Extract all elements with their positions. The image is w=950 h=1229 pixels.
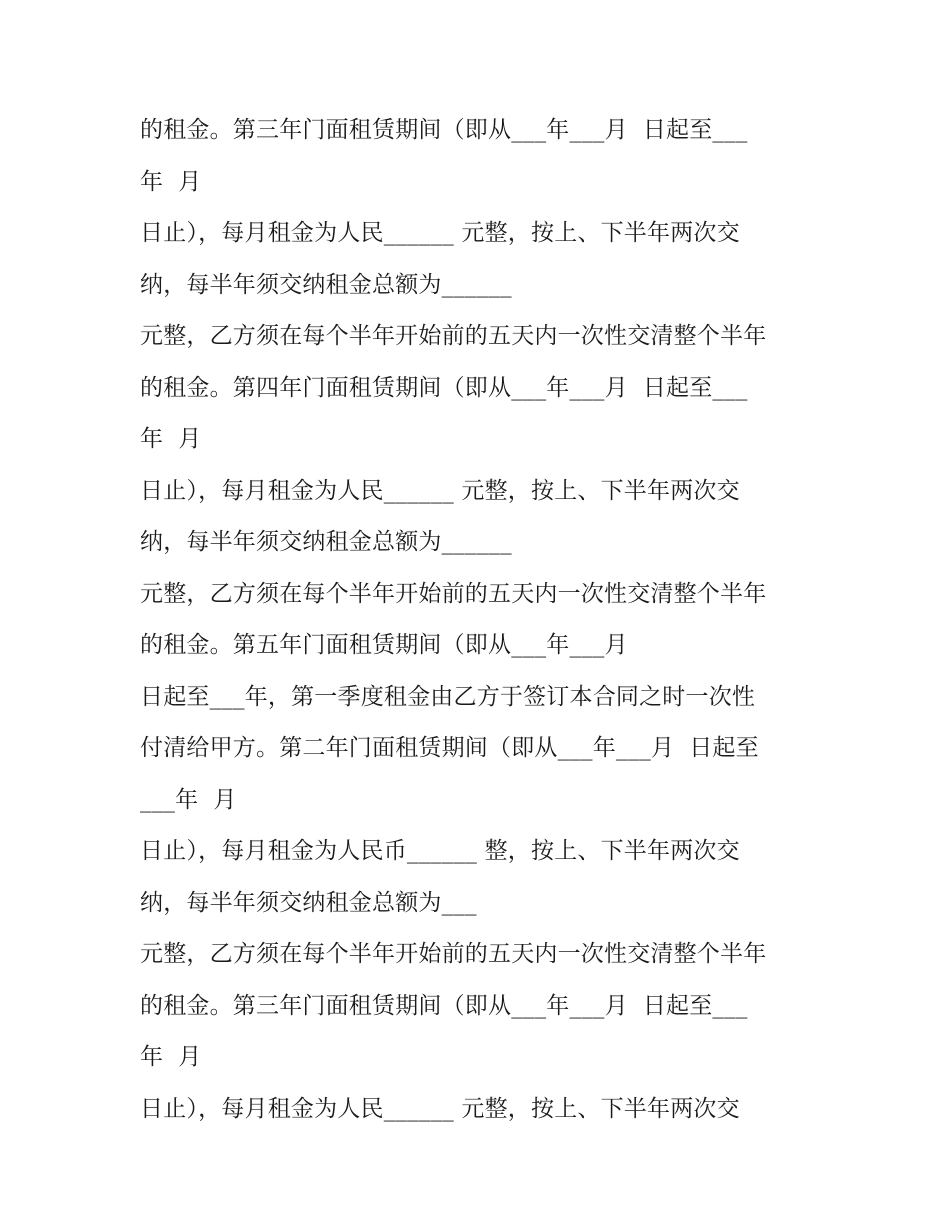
text-line-6: 的租金。第四年门面租赁期间（即从___年___月 日起至___	[140, 374, 748, 401]
text-line-17: 元整，乙方须在每个半年开始前的五天内一次性交清整个半年	[140, 941, 767, 967]
contract-text-block	[140, 105, 830, 1135]
text-line-2: 年 月	[140, 168, 202, 195]
text-line-1: 的租金。第三年门面租赁期间（即从___年___月 日起至___	[140, 117, 748, 143]
text-line-18: 的租金。第三年门面租赁期间（即从___年___月 日起至___	[140, 992, 748, 1019]
text-line-16: 纳，每半年须交纳租金总额为___	[140, 889, 477, 916]
text-line-7: 年 月	[140, 426, 202, 452]
text-line-20: 日止），每月租金为人民______ 元整，按上、下半年两次交	[140, 1095, 740, 1122]
text-line-9: 纳，每半年须交纳租金总额为______	[140, 529, 512, 555]
text-line-14: ___年 月	[140, 786, 237, 813]
text-line-12: 日起至___年，第一季度租金由乙方于签订本合同之时一次性	[140, 683, 756, 710]
text-line-11: 的租金。第五年门面租赁期间（即从___年___月	[140, 632, 628, 658]
text-line-5: 元整，乙方须在每个半年开始前的五天内一次性交清整个半年	[140, 323, 767, 349]
text-line-4: 纳，每半年须交纳租金总额为______	[140, 271, 512, 298]
text-line-8: 日止），每月租金为人民______ 元整，按上、下半年两次交	[140, 477, 740, 504]
text-line-15: 日止），每月租金为人民币______ 整，按上、下半年两次交	[140, 838, 740, 864]
text-line-13: 付清给甲方。第二年门面租赁期间（即从___年___月 日起至	[140, 735, 759, 761]
text-line-3: 日止），每月租金为人民______ 元整，按上、下半年两次交	[140, 220, 740, 246]
text-line-19: 年 月	[140, 1044, 202, 1070]
text-line-10: 元整，乙方须在每个半年开始前的五天内一次性交清整个半年	[140, 580, 767, 607]
